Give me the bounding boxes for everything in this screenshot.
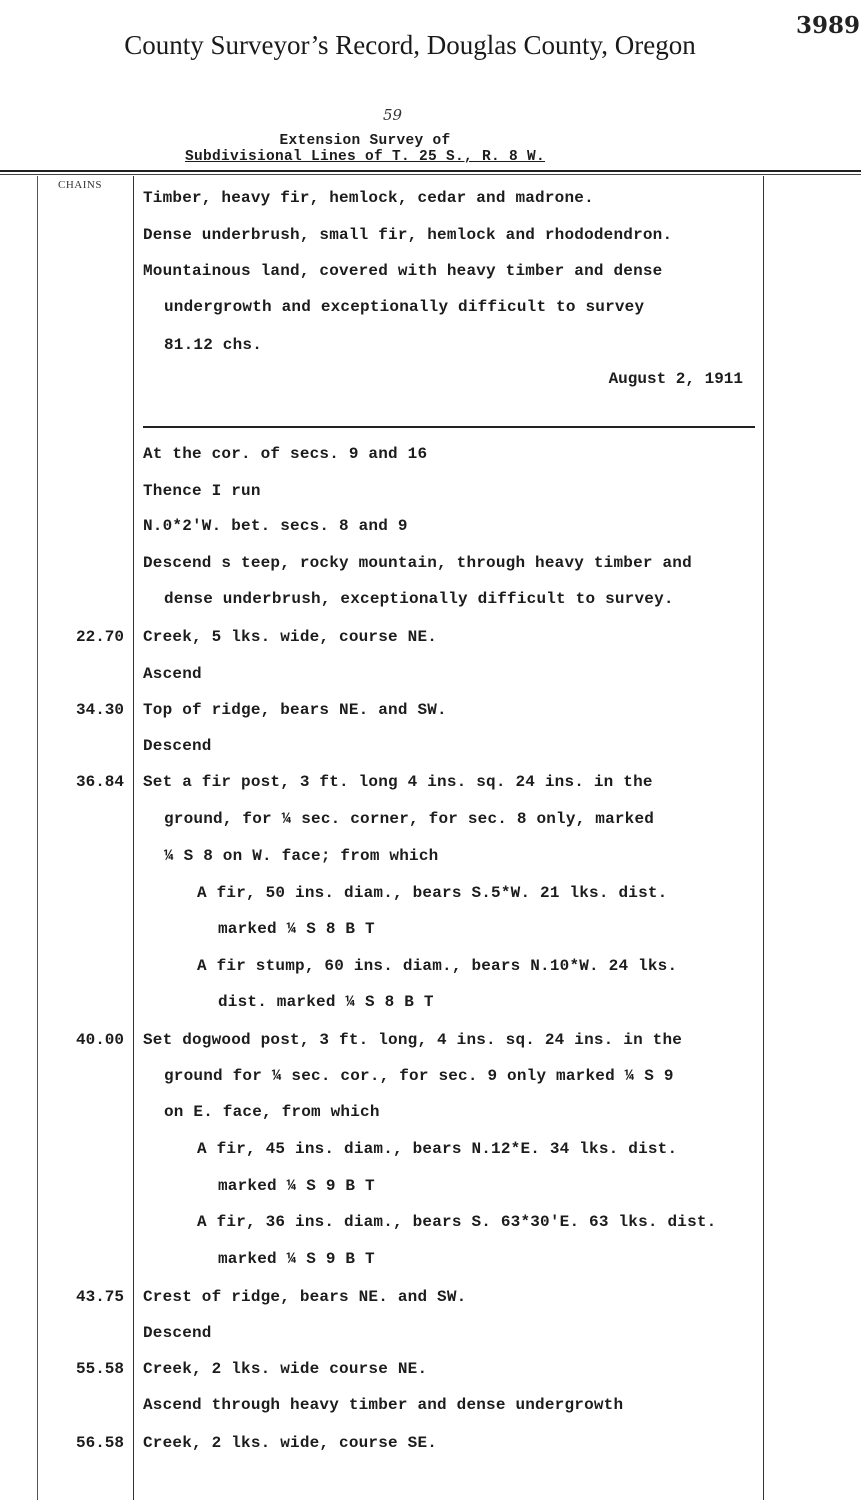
field-note-line: Descend (143, 737, 212, 755)
intro-line: undergrowth and exceptionally difficult to survey (164, 298, 645, 316)
page-number: 3989 (796, 12, 861, 39)
survey-title-line2: Subdivisional Lines of T. 25 S., R. 8 W. (184, 149, 546, 165)
field-note-line: A fir, 45 ins. diam., bears N.12*E. 34 lks. dist. (197, 1140, 678, 1158)
header-rule-thin (0, 174, 861, 175)
intro-line: Mountainous land, covered with heavy timber and dense (143, 262, 663, 280)
intro-line: Timber, heavy fir, hemlock, cedar and madrone. (143, 189, 594, 207)
chain-value: 40.00 (75, 1031, 124, 1049)
field-note-line: marked ¼ S 9 B T (218, 1177, 375, 1195)
chain-value: 43.75 (75, 1288, 124, 1306)
field-note-line: ground for ¼ sec. cor., for sec. 9 only marked ¼ S 9 (164, 1067, 674, 1085)
field-note-line: marked ¼ S 9 B T (218, 1250, 375, 1268)
left-margin-line (37, 176, 38, 1500)
field-note-line: on E. face, from which (164, 1103, 380, 1121)
field-note-line: Set dogwood post, 3 ft. long, 4 ins. sq. 24 ins. in the (143, 1031, 683, 1049)
chains-column-label: CHAINS (58, 179, 102, 191)
intro-line: Dense underbrush, small fir, hemlock and rhododendron. (143, 226, 673, 244)
handwritten-number: 59 (383, 106, 403, 124)
field-note-line: ¼ S 8 on W. face; from which (164, 847, 439, 865)
chains-column-divider (133, 176, 134, 1500)
chain-value: 36.84 (75, 773, 124, 791)
field-note-line: A fir, 50 ins. diam., bears S.5*W. 21 lks. dist. (197, 884, 668, 902)
section-divider (143, 426, 755, 428)
field-note-line: A fir, 36 ins. diam., bears S. 63*30'E. 63 lks. dist. (197, 1213, 717, 1231)
field-note-line: N.0*2'W. bet. secs. 8 and 9 (143, 517, 408, 535)
field-note-line: Thence I run (143, 482, 261, 500)
field-note-line: Crest of ridge, bears NE. and SW. (143, 1288, 467, 1306)
header-rule (0, 170, 861, 172)
field-note-line: Descend (143, 1324, 212, 1342)
field-note-line: A fir stump, 60 ins. diam., bears N.10*W. 24 lks. (197, 957, 678, 975)
field-note-line: Creek, 2 lks. wide, course SE. (143, 1434, 438, 1452)
field-note-line: Creek, 5 lks. wide, course NE. (143, 628, 438, 646)
field-note-line: marked ¼ S 8 B T (218, 920, 375, 938)
field-note-line: Descend s teep, rocky mountain, through heavy timber and (143, 554, 692, 572)
survey-title (130, 133, 600, 165)
field-note-line: Set a fir post, 3 ft. long 4 ins. sq. 24 ins. in the (143, 773, 653, 791)
intro-line: 81.12 chs. (164, 336, 263, 354)
chain-value: 22.70 (75, 628, 124, 646)
survey-date: August 2, 1911 (608, 370, 743, 388)
field-note-line: Ascend (143, 665, 202, 683)
record-title: County Surveyor’s Record, Douglas County, Oregon (124, 30, 696, 60)
chain-value: 55.58 (75, 1360, 124, 1378)
survey-title-line1: Extension Survey of (279, 133, 451, 149)
right-margin-line (763, 176, 764, 1500)
field-note-line: At the cor. of secs. 9 and 16 (143, 445, 428, 463)
field-note-line: ground, for ¼ sec. corner, for sec. 8 only, marked (164, 810, 655, 828)
field-note-line: dist. marked ¼ S 8 B T (218, 993, 434, 1011)
field-note-line: Ascend through heavy timber and dense undergrowth (143, 1396, 624, 1414)
field-note-line: dense underbrush, exceptionally difficult to survey. (164, 590, 674, 608)
field-note-line: Top of ridge, bears NE. and SW. (143, 701, 447, 719)
chain-value: 34.30 (75, 701, 124, 719)
field-note-line: Creek, 2 lks. wide course NE. (143, 1360, 428, 1378)
chain-value: 56.58 (75, 1434, 124, 1452)
